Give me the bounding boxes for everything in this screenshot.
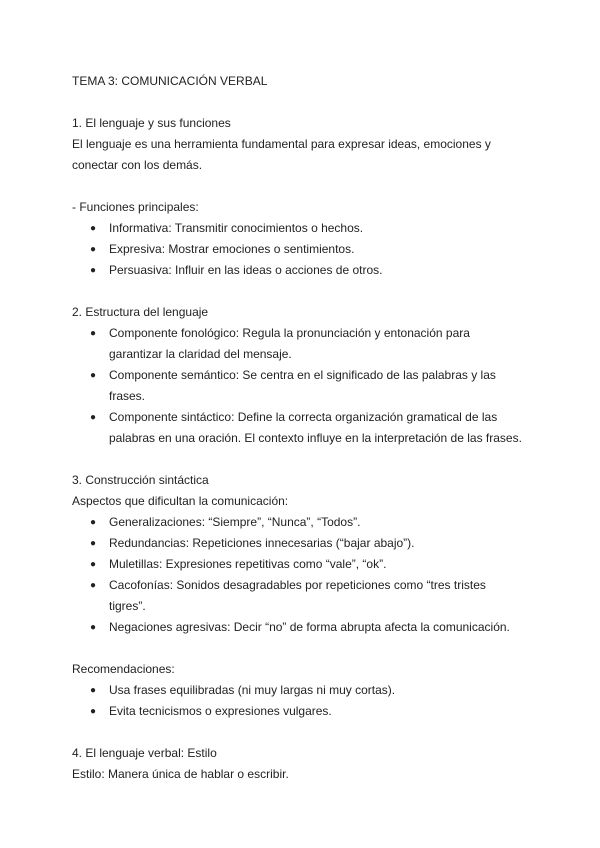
bullet-icon: ● <box>90 412 97 423</box>
section-4-text: Estilo: Manera única de hablar o escribir. <box>72 767 289 781</box>
list-item <box>72 617 542 638</box>
bullet-icon: ● <box>90 517 97 528</box>
list-item <box>72 239 542 260</box>
bullet-icon: ● <box>90 559 97 570</box>
list-item-text-line: Componente sintáctico: Define la correcta organización gramatical de las <box>109 410 498 424</box>
bullet-icon: ● <box>90 244 97 255</box>
functions-list <box>72 218 542 281</box>
list-item <box>72 575 542 617</box>
list-item <box>72 260 542 281</box>
list-item <box>72 407 542 449</box>
recommendations-list <box>72 680 542 722</box>
bullet-icon: ● <box>90 370 97 381</box>
bullet-icon: ● <box>90 538 97 549</box>
document-page <box>72 71 542 785</box>
list-item-text: Informativa: Transmitir conocimientos o hechos. <box>109 221 364 235</box>
section-1-subheading: - Funciones principales: <box>72 200 199 214</box>
list-item <box>72 365 542 407</box>
section-3-heading: 3. Construcción sintáctica <box>72 473 209 487</box>
list-item-text-line: palabras en una oración. El contexto influye en la interpretación de las frases. <box>109 431 522 445</box>
list-item-text: Persuasiva: Influir en las ideas o acciones de otros. <box>109 263 383 277</box>
list-item-text-line: Muletillas: Expresiones repetitivas como “vale”, “ok”. <box>109 557 387 571</box>
list-item <box>72 554 542 575</box>
bullet-icon: ● <box>90 706 97 717</box>
document-title: TEMA 3: COMUNICACIÓN VERBAL <box>72 74 268 88</box>
list-item-text-line: Componente semántico: Se centra en el significado de las palabras y las <box>109 368 496 382</box>
list-item-text-line: Componente fonológico: Regula la pronunciación y entonación para <box>109 326 470 340</box>
list-item-text: Expresiva: Mostrar emociones o sentimientos. <box>109 242 355 256</box>
bullet-icon: ● <box>90 328 97 339</box>
section-4-heading: 4. El lenguaje verbal: Estilo <box>72 746 217 760</box>
list-item <box>72 218 542 239</box>
list-item-text-line: garantizar la claridad del mensaje. <box>109 347 292 361</box>
list-item-text: Usa frases equilibradas (ni muy largas ni muy cortas). <box>109 683 396 697</box>
bullet-icon: ● <box>90 685 97 696</box>
list-item <box>72 680 542 701</box>
bullet-icon: ● <box>90 223 97 234</box>
section-1-intro-line-1: El lenguaje es una herramienta fundamental para expresar ideas, emociones y <box>72 137 491 151</box>
list-item-text-line: Generalizaciones: “Siempre”, “Nunca”, “Todos”. <box>109 515 361 529</box>
list-item-text-line: tigres”. <box>109 599 146 613</box>
list-item-text: Evita tecnicismos o expresiones vulgares. <box>109 704 332 718</box>
list-item <box>72 533 542 554</box>
section-1-intro-line-2: conectar con los demás. <box>72 158 203 172</box>
list-item <box>72 323 542 365</box>
bullet-icon: ● <box>90 622 97 633</box>
list-item-text-line: Negaciones agresivas: Decir “no” de forma abrupta afecta la comunicación. <box>109 620 510 634</box>
list-item <box>72 512 542 533</box>
list-item <box>72 701 542 722</box>
bullet-icon: ● <box>90 265 97 276</box>
obstacles-list <box>72 512 542 638</box>
section-2-heading: 2. Estructura del lenguaje <box>72 305 209 319</box>
list-item-text-line: Cacofonías: Sonidos desagradables por repeticiones como “tres tristes <box>109 578 486 592</box>
list-item-text-line: frases. <box>109 389 146 403</box>
section-3-intro: Aspectos que dificultan la comunicación: <box>72 494 289 508</box>
list-item-text-line: Redundancias: Repeticiones innecesarias (“bajar abajo”). <box>109 536 415 550</box>
recommendations-heading: Recomendaciones: <box>72 662 175 676</box>
section-1-heading: 1. El lenguaje y sus funciones <box>72 116 231 130</box>
structure-list <box>72 323 542 449</box>
bullet-icon: ● <box>90 580 97 591</box>
